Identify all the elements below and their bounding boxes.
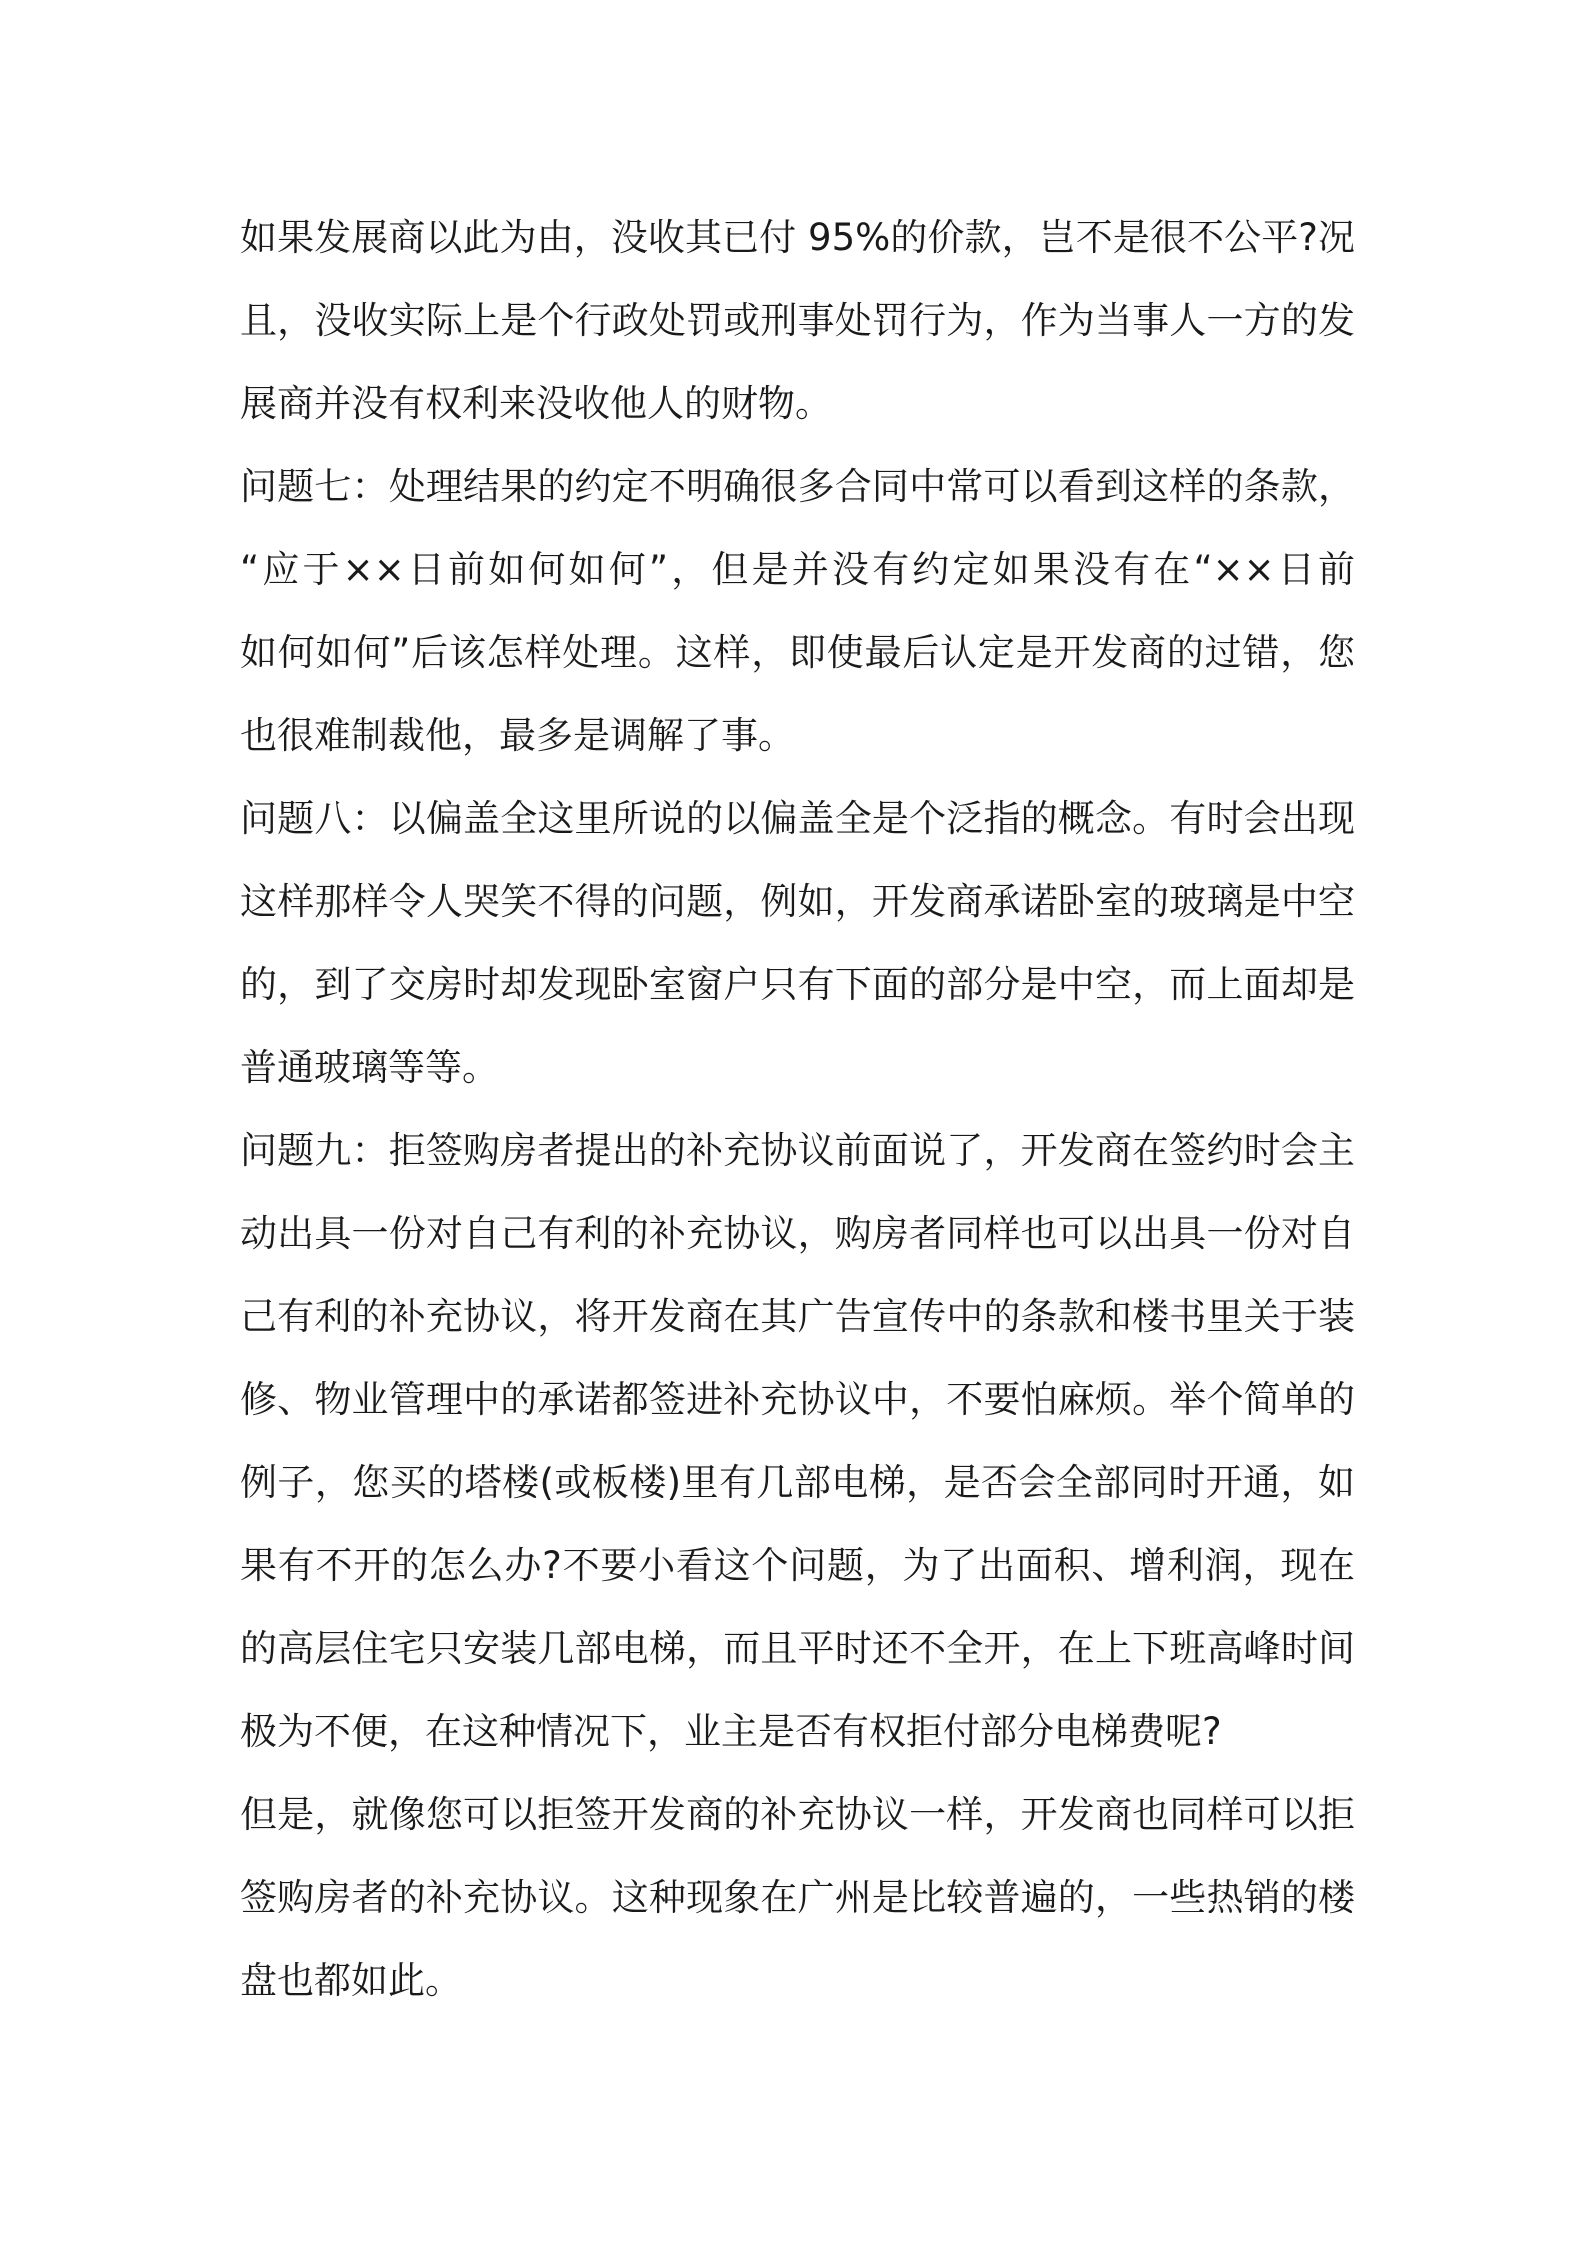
text-line: 例子，您买的塔楼(或板楼)里有几部电梯，是否会全部同时开通，如 xyxy=(240,1461,1355,1504)
text-line: “应于××日前如何如何”，但是并没有约定如果没有在“××日前 xyxy=(240,548,1355,591)
document-body xyxy=(240,196,1355,2022)
text-line: 问题七：处理结果的约定不明确很多合同中常可以看到这样的条款， xyxy=(240,465,1355,508)
text-line: 签购房者的补充协议。这种现象在广州是比较普遍的，一些热销的楼 xyxy=(240,1876,1355,1919)
text-line: 己有利的补充协议，将开发商在其广告宣传中的条款和楼书里关于装 xyxy=(240,1295,1355,1338)
text-line: 但是，就像您可以拒签开发商的补充协议一样，开发商也同样可以拒 xyxy=(240,1793,1355,1836)
text-line: 的高层住宅只安装几部电梯，而且平时还不全开，在上下班高峰时间 xyxy=(240,1627,1355,1670)
text-line: 且，没收实际上是个行政处罚或刑事处罚行为，作为当事人一方的发 xyxy=(240,299,1355,342)
paragraph-4 xyxy=(240,1109,1355,1773)
text-line: 极为不便，在这种情况下，业主是否有权拒付部分电梯费呢? xyxy=(240,1710,1222,1753)
text-line: 展商并没有权利来没收他人的财物。 xyxy=(240,382,832,425)
text-line: 普通玻璃等等。 xyxy=(240,1046,499,1089)
text-line: 也很难制裁他，最多是调解了事。 xyxy=(240,714,795,757)
text-line: 盘也都如此。 xyxy=(240,1959,462,2002)
text-line: 修、物业管理中的承诺都签进补充协议中，不要怕麻烦。举个简单的 xyxy=(240,1378,1355,1421)
text-line: 果有不开的怎么办?不要小看这个问题，为了出面积、增利润，现在 xyxy=(240,1544,1355,1587)
text-line: 问题九：拒签购房者提出的补充协议前面说了，开发商在签约时会主 xyxy=(240,1129,1355,1172)
paragraph-3 xyxy=(240,777,1355,1109)
text-line: 的，到了交房时却发现卧室窗户只有下面的部分是中空，而上面却是 xyxy=(240,963,1355,1006)
text-line: 这样那样令人哭笑不得的问题，例如，开发商承诺卧室的玻璃是中空 xyxy=(240,880,1355,923)
paragraph-5 xyxy=(240,1773,1355,2022)
text-line: 如何如何”后该怎样处理。这样，即使最后认定是开发商的过错，您 xyxy=(240,631,1355,674)
text-line: 问题八：以偏盖全这里所说的以偏盖全是个泛指的概念。有时会出现 xyxy=(240,797,1355,840)
paragraph-1 xyxy=(240,196,1355,445)
text-line: 动出具一份对自己有利的补充协议，购房者同样也可以出具一份对自 xyxy=(240,1212,1355,1255)
text-line: 如果发展商以此为由，没收其已付 95%的价款，岂不是很不公平?况 xyxy=(240,216,1355,259)
paragraph-2 xyxy=(240,445,1355,777)
